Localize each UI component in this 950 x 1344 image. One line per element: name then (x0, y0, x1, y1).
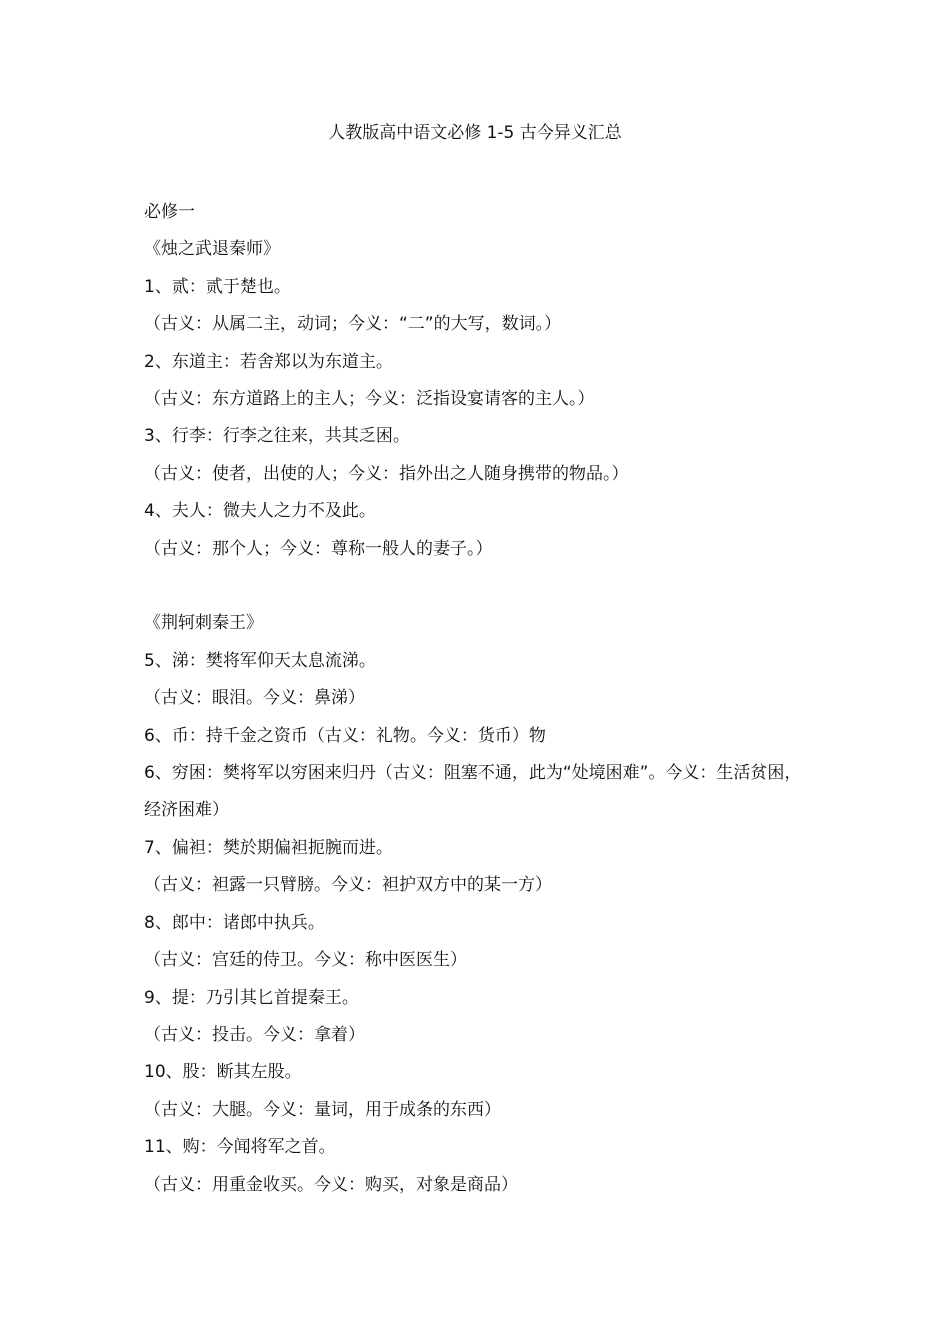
entry-line: 5、涕：樊将军仰天太息流涕。 (144, 650, 376, 671)
entry-note: （古义：袒露一只臂膀。今义：袒护双方中的某一方） (144, 875, 552, 896)
entry-note: （古义：那个人；今义：尊称一般人的妻子。） (144, 538, 493, 559)
section-spacer (144, 568, 816, 605)
entry-line: 7、偏袒：樊於期偏袒扼腕而进。 (144, 837, 393, 858)
document-body (144, 194, 816, 1204)
entry-note: （古义：眼泪。今义：鼻涕） (144, 688, 365, 709)
entry-line: 1、贰：贰于楚也。 (144, 276, 291, 297)
entry-line: 11、购：今闻将军之首。 (144, 1137, 336, 1158)
section-heading: 《荆轲刺秦王》 (144, 613, 263, 634)
entry-line: 3、行李：行李之往来，共其乏困。 (144, 426, 410, 447)
entry-line-wrapped: 6、穷困：樊将军以穷困来归丹（古义：阻塞不通，此为“处境困难”。今义：生活贫困，经济困难） (144, 763, 802, 821)
entry-note: （古义：东方道路上的主人；今义：泛指设宴请客的主人。） (144, 389, 595, 410)
document-title: 人教版高中语文必修 1-5 古今异义汇总 (328, 123, 622, 143)
entry-line: 8、郎中：诸郎中执兵。 (144, 912, 325, 933)
entry-note: （古义：用重金收买。今义：购买，对象是商品） (144, 1174, 518, 1195)
entry-line: 2、东道主：若舍郑以为东道主。 (144, 351, 393, 372)
entry-note: （古义：使者，出使的人；今义：指外出之人随身携带的物品。） (144, 463, 629, 484)
section-heading: 《烛之武退秦师》 (144, 239, 280, 260)
entry-note: （古义：从属二主，动词；今义：“二”的大写，数词。） (144, 314, 562, 335)
entry-line: 10、股：断其左股。 (144, 1062, 302, 1083)
entry-note: （古义：宫廷的侍卫。今义：称中医医生） (144, 950, 467, 971)
entry-line: 4、夫人：微夫人之力不及此。 (144, 501, 376, 522)
entry-note: （古义：投击。今义：拿着） (144, 1024, 365, 1045)
entry-line: 6、币：持千金之资币（古义：礼物。今义：货币）物 (144, 725, 546, 746)
entry-note: （古义：大腿。今义：量词，用于成条的东西） (144, 1099, 501, 1120)
entry-line: 9、提：乃引其匕首提秦王。 (144, 987, 359, 1008)
volume-heading: 必修一 (144, 202, 195, 222)
